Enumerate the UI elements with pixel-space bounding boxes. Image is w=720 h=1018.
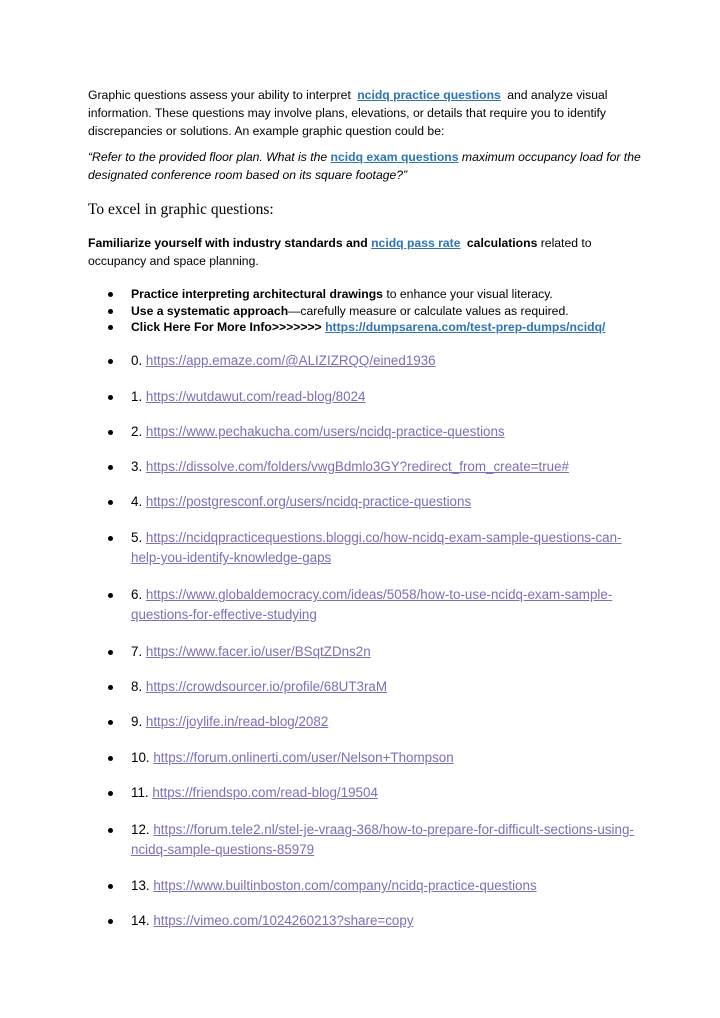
list-link[interactable]: https://www.pechakucha.com/users/ncidq-practice-questions bbox=[145, 424, 505, 439]
list-link[interactable]: https://wutdawut.com/read-blog/8024 bbox=[145, 388, 366, 404]
list-number: 7. bbox=[131, 644, 146, 659]
familiarize-paragraph bbox=[88, 234, 648, 270]
list-number: 14. bbox=[131, 913, 154, 928]
list-link[interactable]: https://crowdsourcer.io/profile/68UT3raM bbox=[145, 679, 388, 694]
list-number: 13. bbox=[131, 878, 154, 893]
tip-bold: Practice interpreting architectural drawings bbox=[131, 287, 383, 301]
quote-text-start: “Refer to the provided floor plan. What is the bbox=[88, 150, 331, 164]
familiarize-bold-start: Familiarize yourself with industry standards and bbox=[88, 236, 372, 250]
bullet-icon bbox=[108, 828, 113, 833]
bullet-icon bbox=[108, 430, 113, 435]
familiarize-bold-end: calculations bbox=[463, 236, 538, 250]
intro-text-end: and analyze visual information. These questions may involve plans, elevations, or details that require you to identify discrepancies or solutions. An example graphic question could be: bbox=[88, 88, 608, 138]
bullet-icon bbox=[108, 465, 113, 470]
tip-item bbox=[108, 286, 668, 303]
list-number: 6. bbox=[131, 587, 146, 602]
bullet-icon bbox=[108, 884, 113, 889]
list-link[interactable]: https://www.builtinboston.com/company/ncidq-practice-questions bbox=[153, 878, 537, 893]
list-link[interactable]: https://friendspo.com/read-blog/19504 bbox=[152, 785, 378, 800]
list-item bbox=[108, 422, 648, 442]
tip-text: to enhance your visual literacy. bbox=[382, 287, 553, 301]
list-item bbox=[108, 677, 648, 697]
tip-item bbox=[108, 319, 668, 336]
quote-link[interactable]: ncidq exam questions bbox=[330, 150, 459, 164]
list-item bbox=[108, 783, 648, 803]
tip-item bbox=[108, 303, 668, 320]
example-question-quote bbox=[88, 148, 648, 184]
list-item bbox=[108, 387, 648, 407]
bullet-icon bbox=[108, 685, 113, 690]
list-link[interactable]: https://ncidqpracticequestions.bloggi.co/how-ncidq-exam-sample-questions-can-help-you-identify-knowledge-gaps bbox=[131, 530, 622, 565]
list-number: 12. bbox=[131, 822, 154, 837]
list-number: 10. bbox=[131, 750, 154, 765]
bullet-icon bbox=[108, 325, 113, 330]
list-link[interactable]: https://vimeo.com/1024260213?share=copy bbox=[153, 913, 414, 928]
list-item bbox=[108, 876, 648, 896]
tip-bold: Use a systematic approach bbox=[131, 303, 289, 318]
list-link[interactable]: https://postgresconf.org/users/ncidq-practice-questions bbox=[145, 494, 472, 509]
tip-bold: Click Here For More Info>>>>>>> bbox=[131, 320, 326, 334]
bullet-icon bbox=[108, 593, 113, 598]
bullet-icon bbox=[108, 395, 113, 400]
bullet-icon bbox=[108, 292, 113, 297]
list-number: 9. bbox=[131, 714, 146, 729]
familiarize-link[interactable]: ncidq pass rate bbox=[371, 236, 461, 250]
list-link[interactable]: https://www.globaldemocracy.com/ideas/5058/how-to-use-ncidq-exam-sample-questions-for-effective-studying bbox=[131, 587, 613, 622]
list-number: 4. bbox=[131, 494, 146, 509]
list-link[interactable]: https://joylife.in/read-blog/2082 bbox=[145, 714, 329, 729]
intro-paragraph bbox=[88, 86, 648, 140]
list-number: 0. bbox=[131, 353, 146, 368]
list-item bbox=[108, 820, 648, 860]
list-item bbox=[108, 712, 648, 732]
list-item bbox=[108, 642, 648, 662]
list-number: 2. bbox=[131, 424, 146, 439]
bullet-icon bbox=[108, 309, 113, 314]
list-number: 8. bbox=[131, 679, 146, 694]
intro-link[interactable]: ncidq practice questions bbox=[357, 88, 501, 102]
bullet-icon bbox=[108, 536, 113, 541]
bullet-icon bbox=[108, 650, 113, 655]
list-link[interactable]: https://app.emaze.com/@ALIZIZRQQ/eined1936 bbox=[145, 353, 436, 368]
intro-text-start: Graphic questions assess your ability to interpret bbox=[88, 88, 355, 102]
bullet-icon bbox=[108, 756, 113, 761]
bullet-icon bbox=[108, 919, 113, 924]
tip-text: —carefully measure or calculate values as required. bbox=[288, 303, 569, 318]
list-link[interactable]: https://forum.onlinerti.com/user/Nelson+Thompson bbox=[153, 750, 454, 765]
bullet-icon bbox=[108, 359, 113, 364]
list-number: 3. bbox=[131, 459, 146, 474]
list-number: 1. bbox=[131, 388, 146, 404]
quote-text-end: maximum occupancy load for the designated conference room based on its square footage?” bbox=[88, 150, 641, 182]
tips-list bbox=[108, 286, 668, 336]
list-item bbox=[108, 457, 648, 477]
list-link[interactable]: https://www.facer.io/user/BSqtZDns2n bbox=[145, 644, 371, 659]
section-heading: To excel in graphic questions: bbox=[88, 201, 274, 218]
list-item bbox=[108, 585, 648, 625]
list-item bbox=[108, 351, 648, 371]
list-number: 11. bbox=[131, 785, 153, 800]
list-link[interactable]: https://dissolve.com/folders/vwgBdmlo3GY?redirect_from_create=true# bbox=[145, 459, 570, 474]
familiarize-text: related to occupancy and space planning. bbox=[88, 236, 592, 268]
list-item bbox=[108, 492, 648, 512]
list-item bbox=[108, 748, 648, 768]
list-item bbox=[108, 528, 648, 568]
list-link[interactable]: https://forum.tele2.nl/stel-je-vraag-368/how-to-prepare-for-difficult-sections-using-ncidq-sample-questions-85979 bbox=[131, 822, 634, 857]
more-info-link[interactable]: https://dumpsarena.com/test-prep-dumps/ncidq/ bbox=[325, 320, 606, 334]
list-number: 5. bbox=[131, 530, 146, 545]
bullet-icon bbox=[108, 500, 113, 505]
bullet-icon bbox=[108, 791, 113, 796]
list-item bbox=[108, 911, 648, 931]
bullet-icon bbox=[108, 720, 113, 725]
